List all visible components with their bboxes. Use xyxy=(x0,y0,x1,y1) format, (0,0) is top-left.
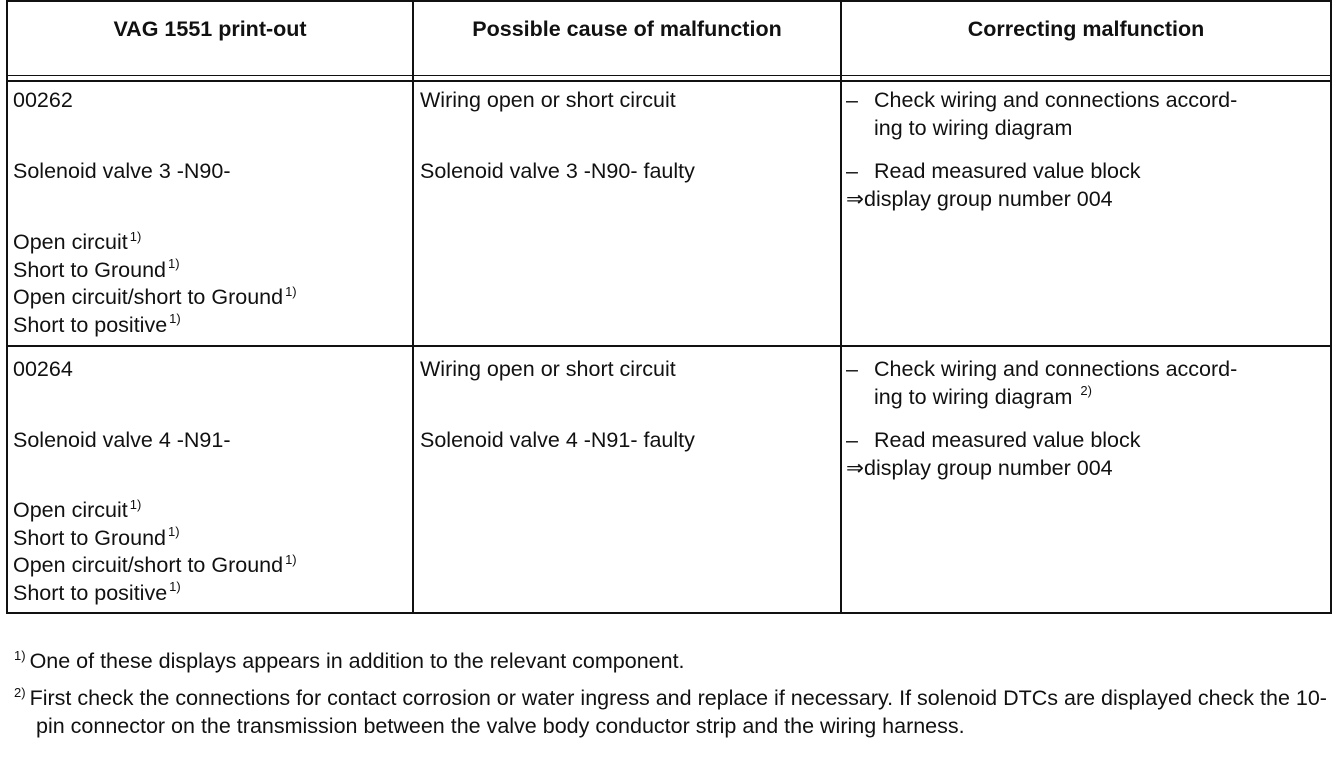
cause-text: Solenoid valve 3 -N90- faulty xyxy=(420,159,695,183)
fix-text: Read measured value block xyxy=(874,428,1141,452)
dash-bullet: – xyxy=(846,88,858,112)
footnote-2 xyxy=(14,685,1336,740)
table-border-right xyxy=(1330,0,1332,614)
condition-item: Open circuit/short to Ground $^{1)}$ xyxy=(13,283,297,309)
table-border-bottom xyxy=(6,612,1332,614)
malfunction-table xyxy=(6,0,1332,614)
condition-item: Short to positive $^{1)}$ xyxy=(13,579,181,605)
header-divider-a xyxy=(6,75,1332,76)
condition-list xyxy=(13,497,297,607)
header-cause: Possible cause of malfunction xyxy=(472,17,782,41)
condition-list xyxy=(13,229,297,339)
footnote-1 xyxy=(14,648,1304,676)
condition-item: Open circuit $^{1)}$ xyxy=(13,228,142,254)
column-divider-2 xyxy=(840,0,842,614)
component-name: Solenoid valve 4 -N91- xyxy=(13,428,231,452)
component-name: Solenoid valve 3 -N90- xyxy=(13,159,231,183)
table-border-top xyxy=(6,0,1332,2)
condition-item: Open circuit $^{1)}$ xyxy=(13,496,142,522)
fix-text: ⇒display group number 004 xyxy=(846,456,1113,480)
fix-text: Check wiring and connections accord- ing to wiring diagram xyxy=(874,88,1238,140)
fix-text: Read measured value block xyxy=(874,159,1141,183)
header-divider-b xyxy=(6,80,1332,82)
cause-text: Solenoid valve 4 -N91- faulty xyxy=(420,428,695,452)
condition-item: Short to Ground $^{1)}$ xyxy=(13,524,180,550)
fix-text: Check wiring and connections accord- ing to wiring diagram $^{2)}$ xyxy=(874,357,1238,409)
cause-text: Wiring open or short circuit xyxy=(420,88,676,112)
dash-bullet: – xyxy=(846,159,858,183)
header-correction: Correcting malfunction xyxy=(967,17,1205,41)
fault-code: 00262 xyxy=(13,88,73,112)
footnote-text: First check the connections for contact corrosion or water ingress and replace if necessary. If solenoid DTCs are displayed check the 10-pin connector on the transmission between the valve body conductor strip and the wiring harness. xyxy=(29,686,1327,738)
column-divider-1 xyxy=(412,0,414,614)
condition-item: Short to positive $^{1)}$ xyxy=(13,311,181,337)
row-divider xyxy=(6,345,1332,347)
footnote-mark: 2) xyxy=(14,684,26,700)
fault-code: 00264 xyxy=(13,357,73,381)
dash-bullet: – xyxy=(846,428,858,452)
footnote-text: One of these displays appears in addition to the relevant component. xyxy=(29,649,685,673)
table-border-left xyxy=(6,0,8,614)
fix-text: ⇒display group number 004 xyxy=(846,187,1113,211)
dash-bullet: – xyxy=(846,357,858,381)
condition-item: Short to Ground $^{1)}$ xyxy=(13,256,180,282)
header-printout: VAG 1551 print-out xyxy=(113,17,307,41)
condition-item: Open circuit/short to Ground $^{1)}$ xyxy=(13,551,297,577)
footnote-mark: 1) xyxy=(14,647,26,663)
cause-text: Wiring open or short circuit xyxy=(420,357,676,381)
